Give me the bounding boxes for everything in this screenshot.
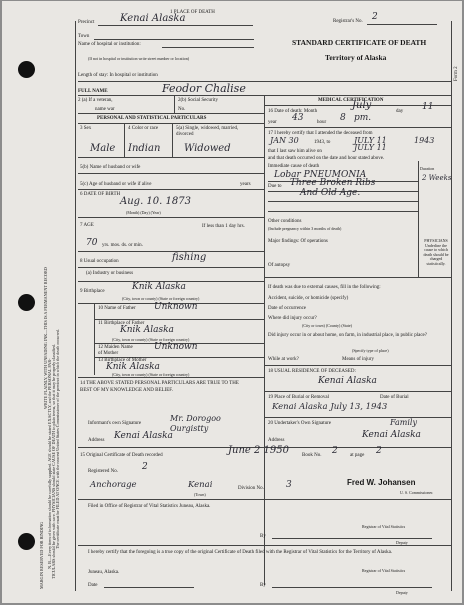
date-of-death-year: 43 [292, 113, 304, 123]
deputy-label: Deputy [396, 540, 408, 545]
territory-title: Territory of Alaska [325, 53, 387, 62]
other-conditions-label: Other conditions [268, 219, 302, 224]
hospital-label: Name of hospital or institution: [78, 42, 141, 47]
registered-no-label: Registered No. [88, 469, 118, 474]
margin-nb-2: TICULARS should be given with care. PHYSICIANS should state CAUSE OF DEATH in plain terms, so that it may be properly classified. [51, 343, 56, 579]
sex-value: Male [90, 143, 116, 154]
cause-3: And Old Age. [300, 188, 361, 198]
accident-label: Accident, suicide, or homicide (specify) [268, 296, 349, 301]
date-label: Date [88, 583, 98, 588]
father-birthplace-value: Knik Alaska [120, 325, 174, 335]
injury-means-label: Means of injury [342, 357, 374, 362]
sex-label: 3 Sex [80, 126, 92, 131]
length-of-stay-label: Length of stay: In hospital or institution [78, 73, 158, 78]
filed-office: Filed in Office of Registrar of Vital Statistics Juneau, Alaska. [88, 504, 211, 509]
veteran-label: 2 (a) If a veteran, [78, 98, 113, 103]
form-number: Form 2 [454, 66, 459, 81]
registered-no-value: 2 [142, 462, 148, 472]
date-of-death-pm: pm. [354, 113, 372, 123]
marital-label: 5(a) Single, widowed, married, divorced [176, 126, 239, 137]
date-of-death-day: 11 [422, 102, 434, 112]
father-value: Unknown [154, 302, 198, 312]
date-of-birth-units: (Month) (Day) (Year) [126, 210, 161, 215]
social-security-label: 2(b) Social Security [178, 98, 218, 103]
usual-residence-label: 18 USUAL RESIDENCE OF DECEASED: [268, 369, 356, 374]
recorded-town: Kenai [188, 480, 213, 490]
commissioner-title: U. S. Commissioner. [400, 490, 434, 495]
birthplace-note: (City, town or county) (State or foreign country) [122, 296, 200, 301]
injury-where-label: Where did injury occur? [268, 316, 317, 321]
date-of-death-month: July [352, 100, 372, 111]
book-label: Book No. [302, 453, 322, 458]
spouse-age-label: 5(c) Age of husband or wife if alive [80, 182, 152, 187]
date-of-death-hour: 8 [340, 113, 346, 123]
birthplace-label: 9 Birthplace [80, 289, 105, 294]
last-saw-label: that I last saw him alive on [268, 149, 322, 154]
years-word: years [240, 182, 251, 187]
father-label: 10 Name of Father [98, 306, 136, 311]
occupation-value: fishing [172, 252, 207, 263]
date-of-death-label: 16 Date of death: Month [268, 109, 318, 114]
margin-nb-3: The certificate must be FILED AT ONCE with the nearest United States Commissioner of the precinct in which the death occurred. [55, 328, 60, 549]
binding-hole-bottom [18, 533, 35, 550]
due-to-label: Due to [268, 184, 282, 189]
hospital-note: (If not in hospital or institution write street number or location) [88, 56, 190, 61]
age-units: yrs. mos. ds. or min. [102, 243, 143, 248]
physicians-note: PHYSICIANS Underline the cause to which death should be charged statistically. [423, 238, 449, 266]
by-label-2: By [260, 583, 266, 588]
book-value: 2 [332, 446, 338, 456]
injury-work-label: While at work? [268, 357, 299, 362]
original-recorded-label: 15 Original Certificate of Death recorded [80, 453, 163, 458]
veteran-war-label: name war [95, 107, 115, 112]
father-birthplace-label: 11 Birthplace of Father [98, 321, 145, 326]
last-saw-date: JULY 11 [354, 143, 387, 152]
attended-label: 17 I hereby certify that I attended the deceased from [268, 131, 373, 136]
informant-value: Mr. Dorogoo Ourgistty [170, 414, 221, 434]
page-label: at page [350, 453, 365, 458]
certificate-title: STANDARD CERTIFICATE OF DEATH [292, 38, 427, 47]
informant-address-value: Kenai Alaska [114, 431, 173, 441]
age-value: 70 [86, 238, 98, 248]
duration-label: Duration [420, 166, 435, 171]
cause-1: Lobar PNEUMONIA [274, 170, 367, 180]
full-name-label: FULL NAME [78, 89, 108, 94]
juneau: Juneau, Alaska. [88, 570, 120, 575]
burial-place-label: 19 Place of Burial or Removal [268, 395, 329, 400]
margin-write-plainly: WRITE PLAINLY, WITH UNFADING INK—THIS IS A PERMANENT RECORD [43, 267, 48, 409]
by-label: By [260, 534, 266, 539]
page-value: 2 [376, 446, 382, 456]
major-findings-label: Major findings: Of operations [268, 239, 328, 244]
registrar-vital-statistics: Registrar of Vital Statistics [362, 524, 406, 529]
date-of-birth-label: 6 DATE OF BIRTH [80, 192, 121, 197]
burial-value: Kenai Alaska July 13, 1943 [272, 402, 388, 412]
full-name-value: Feodor Chalise [162, 82, 246, 95]
date-of-birth-value: Aug. 10. 1873 [120, 196, 191, 207]
informant-label: Informant's own Signature [88, 421, 142, 426]
cause-duration: 2 Weeks [422, 174, 452, 182]
age-label: 7 AGE [80, 223, 94, 228]
original-recorded-date: June 2 1950 [228, 445, 289, 456]
mother-birthplace-label: 13 Birthplace of Mother [98, 358, 147, 363]
injury-date-label: Date of occurrence [268, 306, 307, 311]
injury-home-label: Did injury occur in or about home, on farm, in industrial place, in public place? [268, 333, 427, 338]
commissioner-name: Fred W. Johansen [347, 478, 416, 487]
spouse-label: 5(b) Name of husband or wife [80, 165, 141, 170]
cause-2: Three Broken Ribs [290, 178, 376, 188]
undertaker-label: 20 Undertaker's Own Signature [268, 421, 331, 426]
industry-label: (a) Industry or business [86, 271, 134, 276]
certify-text: I hereby certify that the foregoing is a true copy of the original Certificate of Death filed with the Registrar of Vital Statistics for the Territory of Alaska. [88, 550, 393, 555]
informant-address-label: Address [88, 438, 105, 443]
attended-year: 1943 [414, 136, 435, 145]
precinct-value: Kenai Alaska [120, 13, 186, 24]
occupation-label: 8 Usual occupation [80, 259, 119, 264]
binding-hole-top [18, 61, 35, 78]
color-label: 4 Color or race [128, 126, 159, 131]
registrar-vital-statistics-2: Registrar of Vital Statistics [362, 568, 406, 573]
mother-label: 12 Maiden Name of Mother [98, 345, 133, 356]
town-label: Town [78, 34, 90, 39]
less-than-day-label: If less than 1 day hrs. [202, 224, 245, 229]
color-value: Indian [128, 143, 161, 154]
usual-residence-value: Kenai Alaska [318, 376, 377, 386]
personal-particulars-statement: 14 THE ABOVE STATED PERSONAL PARTICULARS ARE TRUE TO THE BEST OF MY KNOWLEDGE AND BELIEF. [80, 381, 239, 393]
margin-instructions [39, 9, 60, 589]
birthplace-value: Knik Alaska [132, 282, 186, 292]
place-of-death-heading: 1 PLACE OF DEATH [170, 10, 215, 15]
registrars-no-value: 2 [372, 12, 378, 22]
other-conditions-note: (Include pregnancy within 3 months of death) [268, 226, 342, 231]
external-causes-label: If death was due to external causes, fill in the following: [268, 285, 381, 290]
death-certificate: MARGIN RESERVED FOR BINDING WRITE PLAINLY, WITH UNFADING INK—THIS IS A PERMANENT RECORD N. B.—Every item of information should be carefully supplied. AGE should be stated EXACTLY, and the PERSONAL PAR- TICULARS should be given with care. PHYSICIANS should state CAUSE OF DEATH in plain terms, so that it may be properly classified. The certificate must be FILED AT ONCE with the nearest United States Commissioner of the precinct in which the death occurred. Form 2 1 PLACE OF DEATH Precinct Kenai Alaska Town Name of hospital or institution: (If not in hospital or institution write street number or location) Length of stay: In hospital or institution Registrar's No. 2 STANDARD CERTIFICATE OF DEATH Territory of Alaska FULL NAME Feodor Chalise 2 (a) If a veteran, name war 2(b) Social Security No. MEDICAL CERTIFICATION PERSONAL AND STATISTICAL PARTICULARS 16 Date of death: Month July day 11 year 43 hour 8 pm. 3 Sex 4 Color or race 5(a) Single, widowed, married, divorced Male Indian Widowed 17 I hereby certify that I attended the deceased from JAN 30 1943, to JULY 11 1943 that I last saw him alive on JULY 11 and that death occurred on the date and hour stated above. Immediate cause of death Duration Lobar PNEUMONIA 2 Weeks Due to Three Broken Ribs And Old Age. 5(b) Name of husband or wife 5(c) Age of husband or wife if alive years 6 DATE OF BIRTH Aug. 10. 1873 (Month) (Day) (Year) Other conditions (Include pregnancy within 3 months of death) Major findings: Of operations Of autopsy PHYSICIANS Underline the cause to which death should be charged statistically. 7 AGE If less than 1 day hrs. 70 yrs. mos. ds. or min. 8 Usual occupation fishing (a) Industry or business If death was due to external causes, fill in the following: Accident, suicide, or homicide (specify) Date of occurrence Where did injury occur? (City or town) (County) (State) Did injury occur in or about home, on farm, in industrial place, in public place? (Specify type of place) While at work? Means of injury 9 Birthplace Knik Alaska (City, town or county) (State or foreign country) 10 Name of Father Unknown 11 Birthplace of Father Knik Alaska (City, town or county) (State or foreign country) 12 Maiden Name of Mother Unknown 13 Birthplace of Mother Knik Alaska (City, town or county) (State or foreign country) 14 THE ABOVE STATED PERSONAL PARTICULARS ARE TRUE TO THE BEST OF MY KNOWLEDGE AND BELIEF. Informant's own Signature Mr. Dorogoo Ourgistty Address Kenai Alaska 18 USUAL RESIDENCE OF DECEASED: Kenai Alaska 19 Place of Burial or Removal Date of Burial Kenai Alaska July 13, 1943 20 Undertaker's Own Signature Family Address Kenai Alaska 15 Original Certificate of Death recorded June 2 1950 Book No. 2 at page 2 Registered No. 2 Anchorage Kenai (Town) Division No. 3 Fred W. Johansen U. S. Commissioner. Filed in Office of Registrar of Vital Statistics Juneau, Alaska. Registrar of Vital Statistics By Deputy I hereby certify that the foregoing is a true copy of the original Certificate of Death filed with the Registrar of Vital Statistics for the Territory of Alaska. Juneau, Alaska. Registrar of Vital Statistics Date By Deputy [2, 1, 462, 603]
margin-binding: MARGIN RESERVED FOR BINDING [39, 521, 44, 589]
burial-date-label: Date of Burial [380, 395, 409, 400]
mother-birthplace-value: Knik Alaska [106, 362, 160, 372]
division-label: Division No. [238, 486, 264, 491]
marital-value: Widowed [184, 143, 231, 154]
margin-nb-1: N. B.—Every item of information should be carefully supplied. AGE should be stated EXACTLY, and the PERSONAL PAR- [47, 358, 52, 569]
attended-from: JAN 30 [270, 136, 299, 145]
immediate-cause-label: Immediate cause of death [268, 164, 320, 169]
division-value: 3 [286, 480, 292, 490]
registrars-no-label: Registrar's No. [333, 19, 363, 24]
social-security-no: No. [178, 107, 186, 112]
mother-value: Unknown [154, 342, 198, 352]
date-of-death-day-label: day [396, 109, 404, 114]
undertaker-address-label: Address [268, 438, 285, 443]
binding-hole-middle [18, 294, 35, 311]
deputy-label-2: Deputy [396, 590, 408, 595]
medical-certification-heading: MEDICAL CERTIFICATION [318, 98, 384, 103]
precinct-label: Precinct [78, 20, 95, 25]
attended-to: JULY 11 [354, 136, 387, 145]
autopsy-label: Of autopsy [268, 263, 291, 268]
anchorage: Anchorage [90, 480, 137, 490]
undertaker-value: Family [390, 418, 417, 427]
death-occurred-label: and that death occurred on the date and hour stated above. [268, 156, 385, 161]
personal-particulars-heading: PERSONAL AND STATISTICAL PARTICULARS [97, 116, 207, 121]
undertaker-address-value: Kenai Alaska [362, 430, 421, 440]
